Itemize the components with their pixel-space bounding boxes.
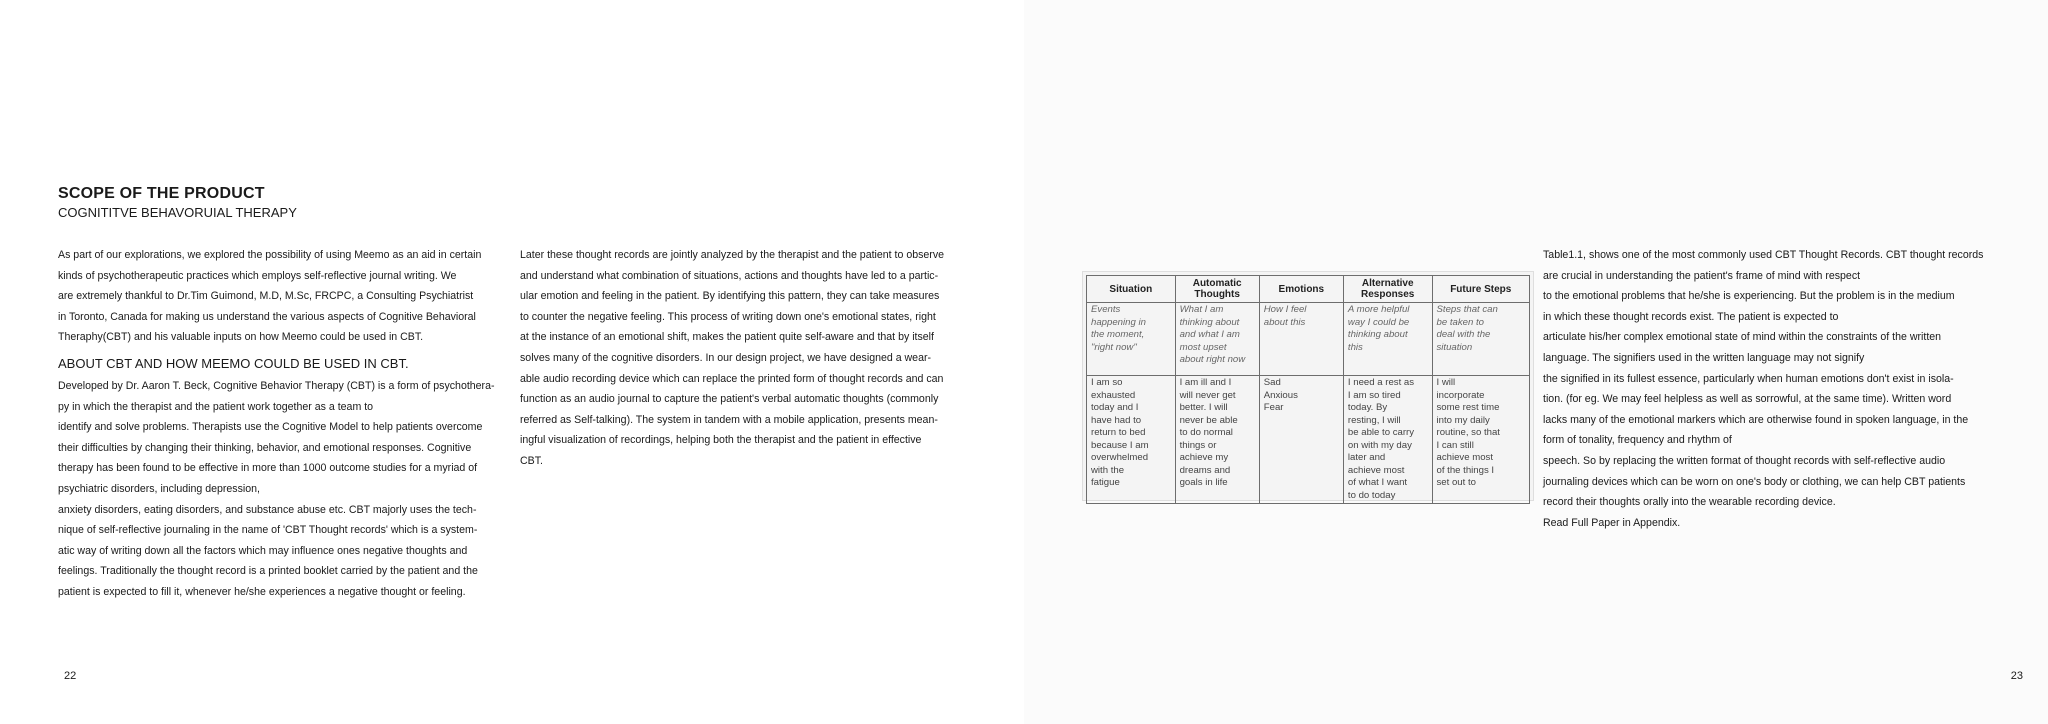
table-cell: I will incorporate some rest time into my daily routine, so that I can still achieve most of the things I set out to [1432, 376, 1530, 504]
text-line: to counter the negative feeling. This process of writing down one's emotional states, right [520, 310, 936, 323]
text-line: record their thoughts orally into the wearable recording device. [1543, 496, 1836, 509]
table-cell: Events happening in the moment, "right now" [1087, 303, 1176, 376]
heading-block [58, 184, 297, 222]
text-line: py in which the therapist and the patient work together as a team to [58, 400, 374, 413]
section-paragraph [58, 376, 508, 603]
table-cell: Steps that can be taken to deal with the situation [1432, 303, 1530, 376]
text-line: anxiety disorders, eating disorders, and substance abuse etc. CBT majorly uses the tech- [58, 503, 477, 516]
text-line: Later these thought records are jointly analyzed by the therapist and the patient to observe [520, 249, 945, 261]
text-line: identify and solve problems. Therapists use the Cognitive Model to help patients overcome [58, 421, 483, 434]
text-line: function as an audio journal to capture the patient's verbal automatic thoughts (commonly [520, 393, 939, 406]
header-situation: Situation [1087, 276, 1176, 303]
text-line: journaling devices which can be worn on one's body or clothing, we can help CBT patients [1543, 475, 1966, 488]
text-line: solves many of the cognitive disorders. In our design project, we have designed a wear- [520, 351, 932, 364]
text-line: ular emotion and feeling in the patient. By identifying this pattern, they can take measures [520, 290, 940, 303]
text-line: psychiatric disorders, including depression, [58, 482, 260, 495]
text-line: tion. (for eg. We may feel helpless as well as sorrowful, at the same time). Written word [1543, 393, 1952, 406]
table-header-row [1087, 276, 1530, 303]
section-heading: ABOUT CBT AND HOW MEEMO COULD BE USED IN CBT. [58, 355, 409, 371]
text-line: articulate his/her complex emotional state of mind within the constraints of the written [1543, 331, 1942, 344]
text-line: therapy has been found to be effective in more than 1000 outcome studies for a myriad of [58, 462, 478, 475]
thought-record-table [1086, 275, 1530, 504]
table-cell: How I feel about this [1259, 303, 1343, 376]
text-line: As part of our explorations, we explored the possibility of using Meemo as an aid in certain [58, 249, 482, 261]
page-title: SCOPE OF THE PRODUCT [58, 185, 265, 202]
page-subtitle: COGNITITVE BEHAVORUIAL THERAPY [58, 205, 297, 220]
text-line: and understand what combination of situations, actions and thoughts have led to a partic- [520, 269, 939, 282]
table-row-prompts [1087, 303, 1530, 376]
text-line: referred as Self-talking). The system in tandem with a mobile application, presents mean- [520, 413, 938, 426]
text-line: in which these thought records exist. The patient is expected to [1543, 310, 1839, 323]
header-future-steps: Future Steps [1432, 276, 1530, 303]
text-line: speech. So by replacing the written format of thought records with self-reflective audio [1543, 454, 1946, 467]
text-line: the signified in its fullest essence, particularly when human emotions don't exist in isola- [1543, 372, 1954, 385]
text-line: Theraphy(CBT) and his valuable inputs on how Meemo could be used in CBT. [58, 331, 424, 344]
text-line: Read Full Paper in Appendix. [1543, 516, 1681, 529]
table-cell: What I am thinking about and what I am most upset about right now [1175, 303, 1259, 376]
text-line: Table1.1, shows one of the most commonly used CBT Thought Records. CBT thought records [1543, 249, 1984, 261]
table-cell: A more helpful way I could be thinking about this [1343, 303, 1432, 376]
text-line: are extremely thankful to Dr.Tim Guimond, M.D, M.Sc, FRCPC, a Consulting Psychiatrist [58, 290, 474, 303]
text-line: able audio recording device which can replace the printed form of thought records and can [520, 372, 944, 385]
text-line: CBT. [520, 454, 543, 467]
table-cell: I need a rest as I am so tired today. By resting, I will be able to carry on with my day later and achieve most of what I want to do today [1343, 376, 1432, 504]
header-automatic-thoughts: Automatic Thoughts [1175, 276, 1259, 303]
table-cell: I am ill and I will never get better. I will never be able to do normal things or achieve my dreams and goals in life [1175, 376, 1259, 504]
table-cell: Sad Anxious Fear [1259, 376, 1343, 504]
text-line: atic way of writing down all the factors which may influence ones negative thoughts and [58, 544, 468, 557]
header-alternative-responses: Alternative Responses [1343, 276, 1432, 303]
text-line: are crucial in understanding the patient's frame of mind with respect [1543, 269, 1861, 282]
text-line: to the emotional problems that he/she is experiencing. But the problem is in the medium [1543, 290, 1955, 303]
text-line: Developed by Dr. Aaron T. Beck, Cognitive Behavior Therapy (CBT) is a form of psychothera- [58, 379, 495, 392]
table-row-example [1087, 376, 1530, 504]
page-number-right: 23 [2010, 670, 2023, 682]
text-line: their difficulties by changing their thinking, behavior, and emotional responses. Cognitive [58, 441, 472, 454]
text-line: at the instance of an emotional shift, makes the patient quite self-aware and that by itself [520, 331, 934, 344]
middle-column [520, 245, 980, 472]
text-line: nique of self-reflective journaling in the name of 'CBT Thought records' which is a system- [58, 524, 478, 537]
page-number-left: 22 [64, 670, 77, 682]
text-line: language. The signifiers used in the written language may not signify [1543, 351, 1865, 364]
intro-paragraph [58, 245, 508, 348]
header-emotions: Emotions [1259, 276, 1343, 303]
text-line: lacks many of the emotional markers which are otherwise found in spoken language, in the [1543, 413, 1969, 426]
text-line: feelings. Traditionally the thought record is a printed booklet carried by the patient and the [58, 565, 478, 578]
text-line: in Toronto, Canada for making us understand the various aspects of Cognitive Behavioral [58, 310, 476, 323]
text-line: patient is expected to fill it, whenever he/she experiences a negative thought or feeling. [58, 585, 466, 598]
table-cell: I am so exhausted today and I have had to return to bed because I am overwhelmed with the fatigue [1087, 376, 1176, 504]
text-line: kinds of psychotherapeutic practices which employs self-reflective journal writing. We [58, 269, 457, 282]
text-line: form of tonality, frequency and rhythm of [1543, 434, 1732, 447]
right-column [1543, 245, 2003, 533]
left-column [58, 245, 508, 603]
thought-record-table-image [1082, 271, 1534, 501]
text-line: ingful visualization of recordings, helping both the therapist and the patient in effective [520, 434, 922, 447]
